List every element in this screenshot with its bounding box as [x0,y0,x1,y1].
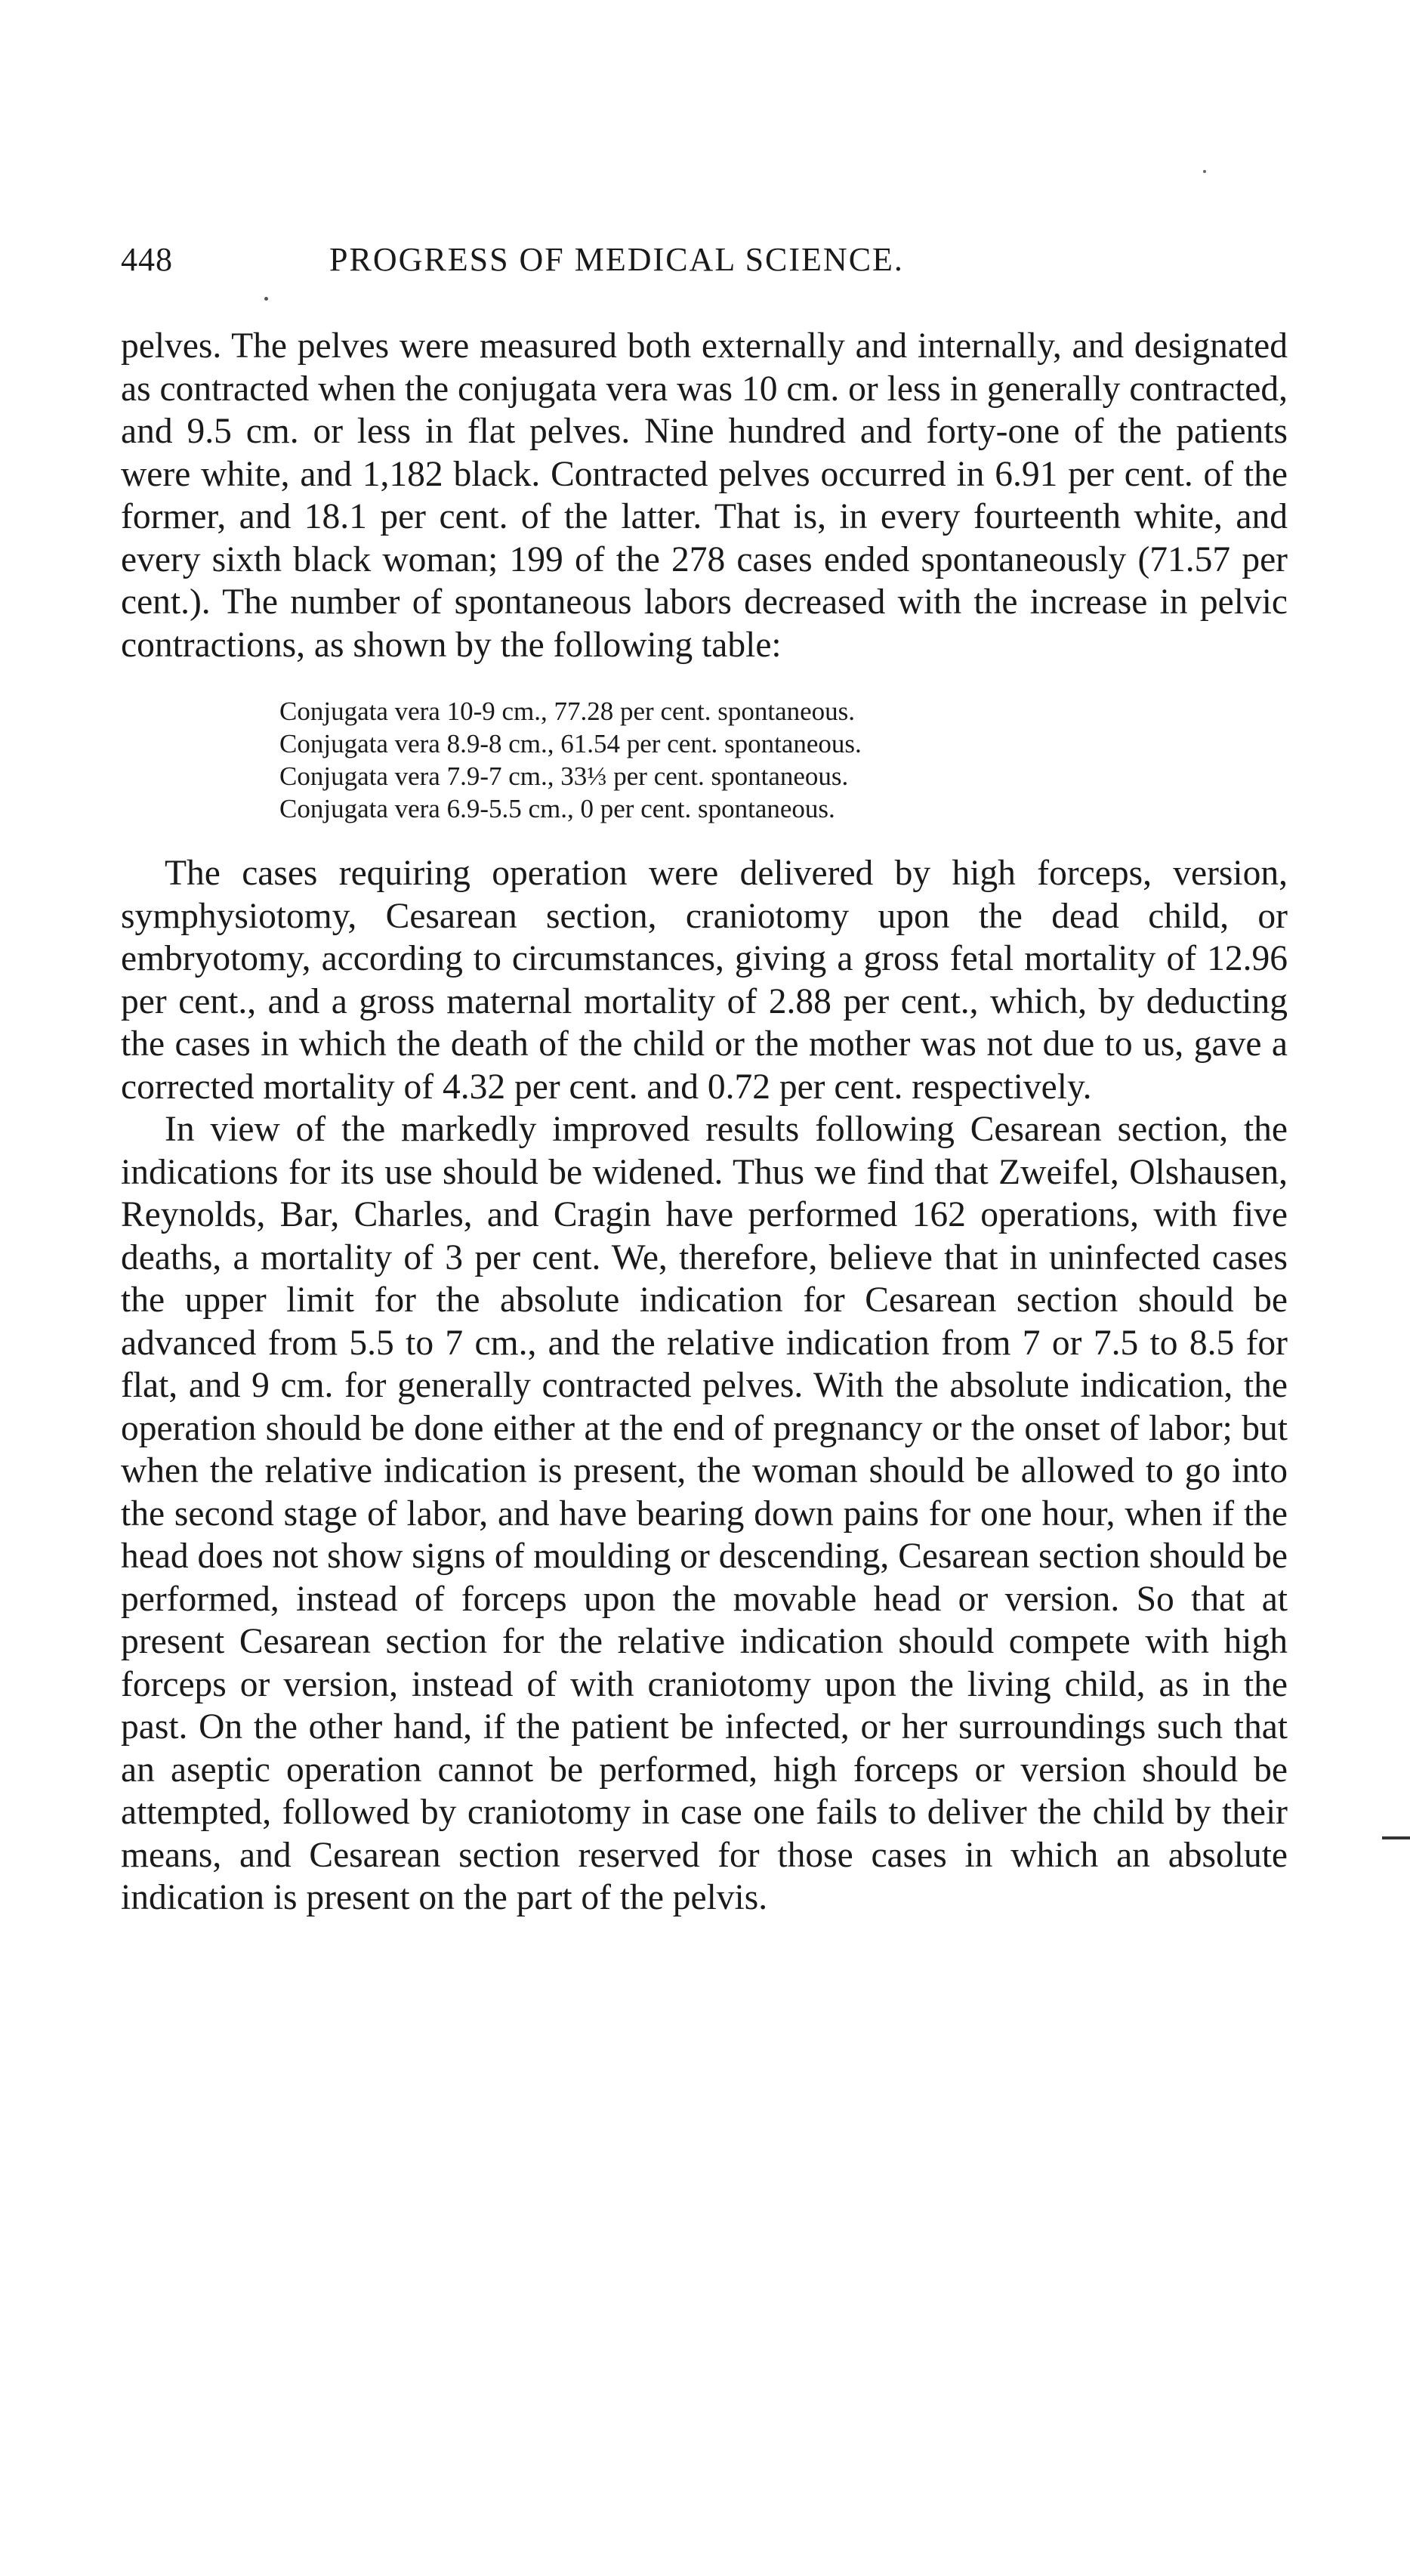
paragraph-cesarean: In view of the markedly improved results following Cesarean section, the indications for its use should be widened. Thus we find that Zweifel, Olshausen, Reynolds, Bar, Charles, and Cragin have performed 162 operations, with five deaths, a mortality of 3 per cent. We, therefore, believe that in uninfected cases the upper limit for the absolute indication for Cesarean section should be advanced from 5.5 to 7 cm., and the relative indication from 7 or 7.5 to 8.5 for flat, and 9 cm. for generally contracted pelves. With the absolute indication, the operation should be done either at the end of pregnancy or the onset of labor; but when the relative indication is present, the woman should be allowed to go into the second stage of labor, and have bearing down pains for one hour, when if the head does not show signs of moulding or descending, Cesarean section should be performed, instead of forceps upon the movable head or version. So that at present Cesarean section for the relative indication should compete with high forceps or version, instead of with craniotomy upon the living child, as in the past. On the other hand, if the patient be infected, or her surroundings such that an aseptic operation cannot be performed, high forceps or version should be attempted, followed by craniotomy in case one fails to deliver the child by their means, and Cesarean section reserved for those cases in which an absolute indication is present on the part of the pelvis. [121,1110,1288,1917]
body-text [121,325,1288,1920]
paragraph-continued: pelves. The pelves were measured both externally and internally, and designated as contracted when the conjugata vera was 10 cm. or less in generally contracted, and 9.5 cm. or less in flat pelves. Nine hundred and forty-one of the patients were white, and 1,182 black. Contracted pelves occurred in 6.91 per cent. of the former, and 18.1 per cent. of the latter. That is, in every fourteenth white, and every sixth black woman; 199 of the 278 cases ended spontaneously (71.57 per cent.). The number of spontaneous labors decreased with the increase in pelvic contractions, as shown by the following table: [121,326,1288,665]
table-row: Conjugata vera 6.9-5.5 cm., 0 per cent. spontaneous. [279,794,835,823]
table-row: Conjugata vera 10-9 cm., 77.28 per cent. spontaneous. [279,697,856,726]
running-title: PROGRESS OF MEDICAL SCIENCE. [329,241,904,278]
conjugata-table [279,695,1288,825]
print-speck [1203,170,1206,173]
print-speck [264,297,268,301]
page-number: 448 [121,241,173,278]
running-head [121,240,1080,286]
margin-mark [1382,1836,1410,1839]
table-row: Conjugata vera 8.9-8 cm., 61.54 per cent. spontaneous. [279,729,862,758]
paragraph-operations: The cases requiring operation were delivered by high forceps, version, symphysiotomy, Cesarean section, craniotomy upon the dead child, or embryotomy, according to circumstances, giving a gross fetal mortality of 12.96 per cent., and a gross maternal mortality of 2.88 per cent., which, by deducting the cases in which the death of the child or the mother was not due to us, gave a corrected mortality of 4.32 per cent. and 0.72 per cent. respectively. [121,854,1288,1107]
table-row: Conjugata vera 7.9-7 cm., 33⅓ per cent. spontaneous. [279,761,849,791]
